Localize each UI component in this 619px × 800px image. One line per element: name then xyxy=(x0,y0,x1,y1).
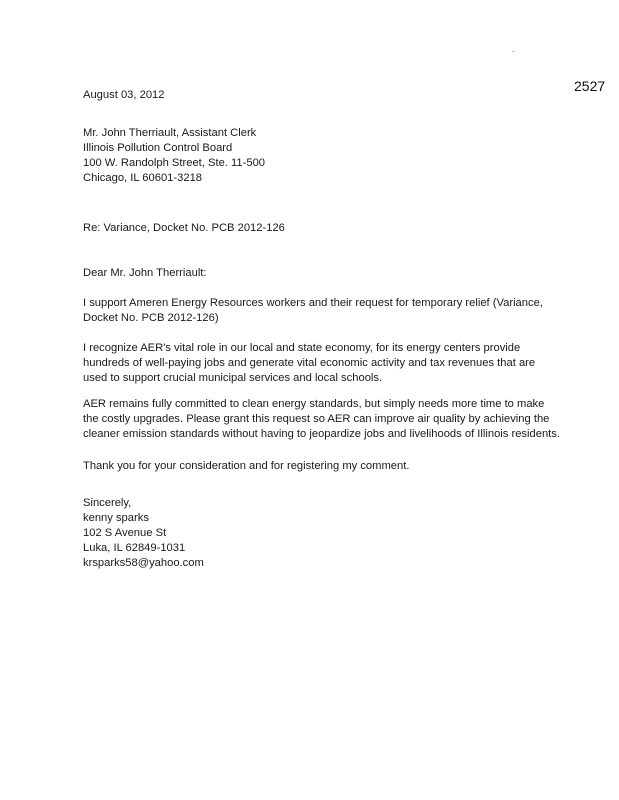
signer-name: kenny sparks xyxy=(83,512,149,524)
recipient-organization-line: Illinois Pollution Control Board xyxy=(83,142,233,154)
page-number: 2527 xyxy=(574,78,606,94)
paragraph-line: Docket No. PCB 2012-126) xyxy=(83,312,219,324)
paragraph-line: I support Ameren Energy Resources workers and their request for temporary relief (Variance, xyxy=(83,297,543,309)
body-paragraph xyxy=(83,459,563,474)
recipient-address xyxy=(83,126,563,186)
recipient-name-line: Mr. John Therriault, Assistant Clerk xyxy=(83,127,257,139)
paragraph-line: I recognize AER's vital role in our local and state economy, for its energy centers provide xyxy=(83,342,521,354)
recipient-city-line: Chicago, IL 60601-3218 xyxy=(83,172,203,184)
paragraph-line: the costly upgrades. Please grant this request so AER can improve air quality by achieving the xyxy=(83,413,550,425)
salutation: Dear Mr. John Therriault: xyxy=(83,267,207,279)
body-paragraph xyxy=(83,341,563,386)
body-paragraph xyxy=(83,397,563,442)
recipient-street-line: 100 W. Randolph Street, Ste. 11-500 xyxy=(83,157,266,169)
letter-date: August 03, 2012 xyxy=(83,89,165,101)
paragraph-line: Thank you for your consideration and for registering my comment. xyxy=(83,460,410,472)
signer-city: Luka, IL 62849-1031 xyxy=(83,542,186,554)
scan-mark: . xyxy=(512,44,515,54)
paragraph-line: hundreds of well-paying jobs and generate vital economic activity and tax revenues that are xyxy=(83,357,536,369)
paragraph-line: used to support crucial municipal services and local schools. xyxy=(83,372,383,384)
closing-line: Sincerely, xyxy=(83,497,132,509)
body-paragraph xyxy=(83,296,563,326)
signature-block xyxy=(83,496,563,571)
subject-line: Re: Variance, Docket No. PCB 2012-126 xyxy=(83,222,285,234)
signer-street: 102 S Avenue St xyxy=(83,527,167,539)
signer-email: krsparks58@yahoo.com xyxy=(83,557,204,569)
paragraph-line: AER remains fully committed to clean energy standards, but simply needs more time to make xyxy=(83,398,545,410)
paragraph-line: cleaner emission standards without having to jeopardize jobs and livelihoods of Illinois residents. xyxy=(83,428,560,440)
